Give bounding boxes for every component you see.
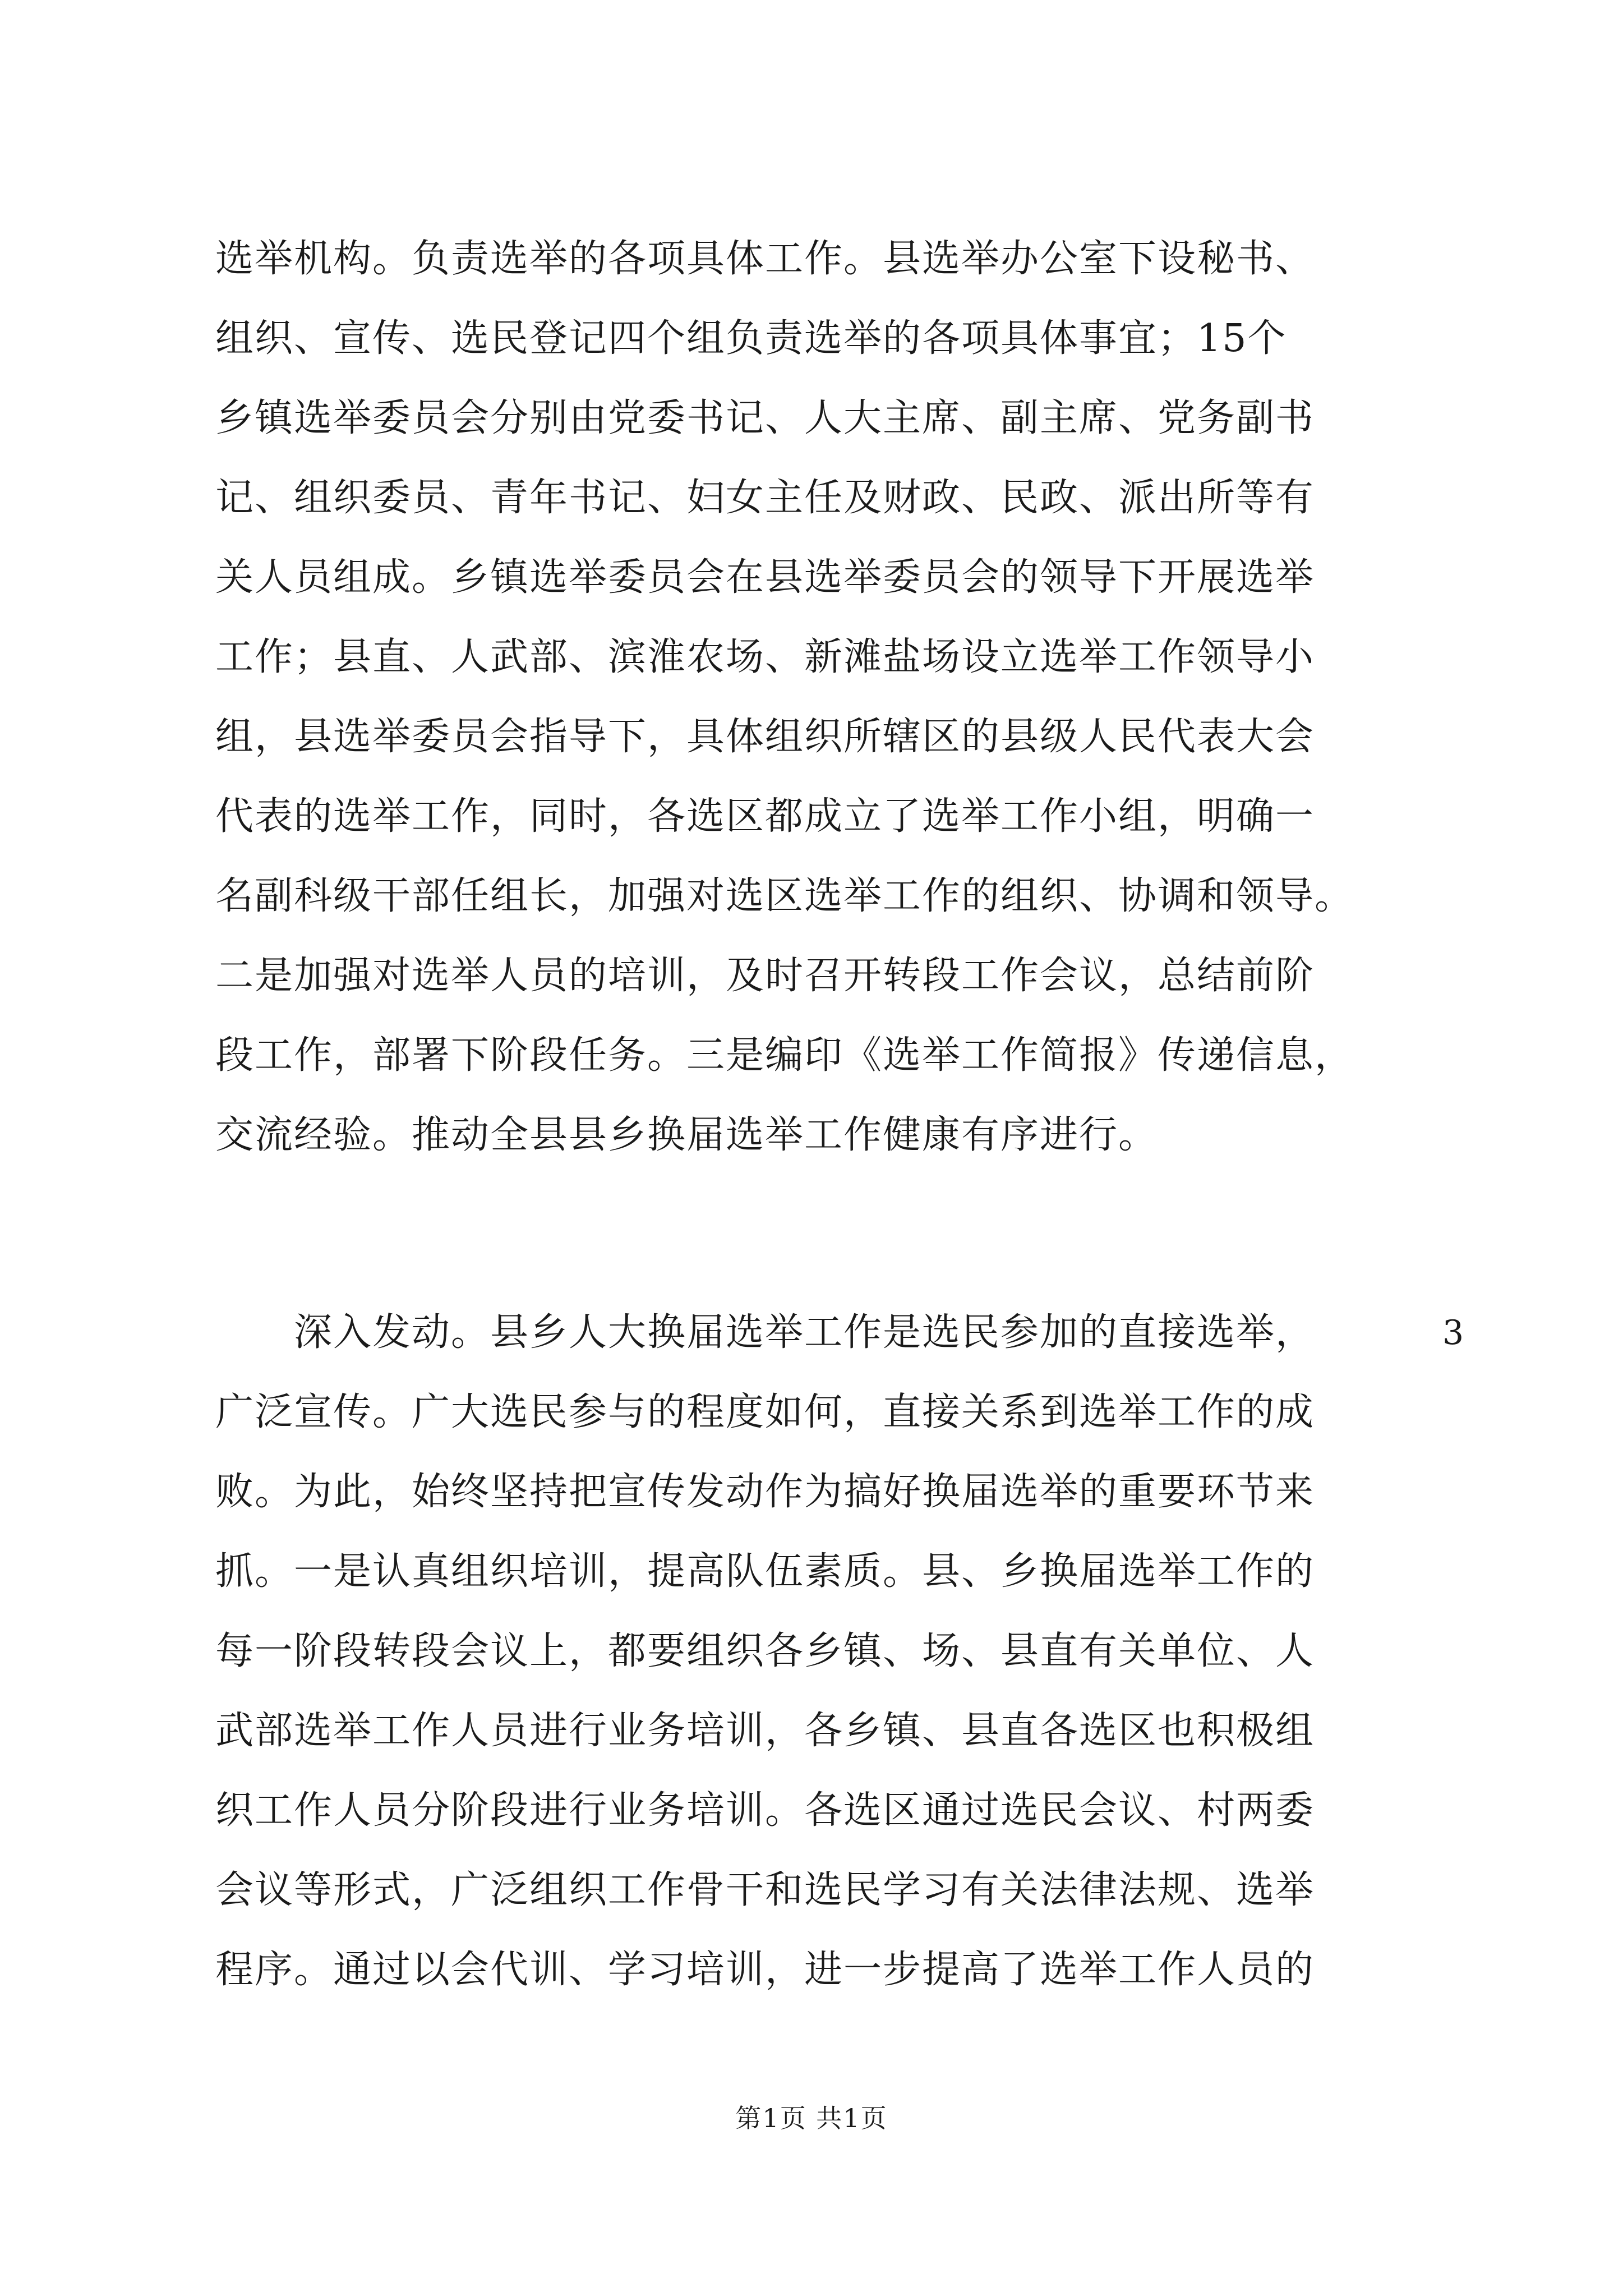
text-line: 代表的选举工作，同时，各选区都成立了选举工作小组，明确一 [215, 794, 1315, 839]
text-line: 交流经验。推动全县县乡换届选举工作健康有序进行。 [215, 1113, 1158, 1157]
text-line: 会议等形式，广泛组织工作骨干和选民学习有关法律法规、选举 [215, 1868, 1315, 1912]
text-line: 二是加强对选举人员的培训，及时召开转段工作会议，总结前阶 [215, 954, 1315, 998]
text-line: 每一阶段转段会议上，都要组织各乡镇、场、县直有关单位、人 [215, 1629, 1315, 1673]
text-line: 抓。一是认真组织培训，提高队伍素质。县、乡换届选举工作的 [215, 1549, 1315, 1594]
text-line: 武部选举工作人员进行业务培训，各乡镇、县直各选区也积极组 [215, 1709, 1315, 1753]
text-line: 广泛宣传。广大选民参与的程度如何，直接关系到选举工作的成 [215, 1390, 1315, 1434]
text-line: 乡镇选举委员会分别由党委书记、人大主席、副主席、党务副书 [215, 396, 1315, 440]
text-line: 段工作，部署下阶段任务。三是编印《选举工作简报》传递信息， [215, 1033, 1354, 1078]
text-line: 织工作人员分阶段进行业务培训。各选区通过选民会议、村两委 [215, 1788, 1315, 1833]
text-line: 选举机构。负责选举的各项具体工作。县选举办公室下设秘书、 [215, 237, 1315, 281]
text-line: 记、组织委员、青年书记、妇女主任及财政、民政、派出所等有 [215, 476, 1315, 520]
text-line: 败。为此，始终坚持把宣传发动作为搞好换届选举的重要环节来 [215, 1470, 1315, 1514]
text-line: 组织、宣传、选民登记四个组负责选举的各项具体事宜；15个 [215, 316, 1287, 361]
text-line: 关人员组成。乡镇选举委员会在县选举委员会的领导下开展选举 [215, 555, 1315, 600]
text-line: 名副科级干部任组长，加强对选区选举工作的组织、协调和领导。 [215, 874, 1354, 918]
text-line: 工作；县直、人武部、滨淮农场、新滩盐场设立选举工作领导小 [215, 635, 1315, 679]
marginal-number: 3 [1442, 1313, 1464, 1352]
page-footer: 第1页 共1页 [735, 2103, 888, 2133]
text-line: 组，县选举委员会指导下，具体组织所辖区的县级人民代表大会 [215, 715, 1315, 759]
text-line: 深入发动。县乡人大换届选举工作是选民参加的直接选举， [215, 1310, 1315, 1355]
text-line: 程序。通过以会代训、学习培训，进一步提高了选举工作人员的 [215, 1948, 1315, 1992]
